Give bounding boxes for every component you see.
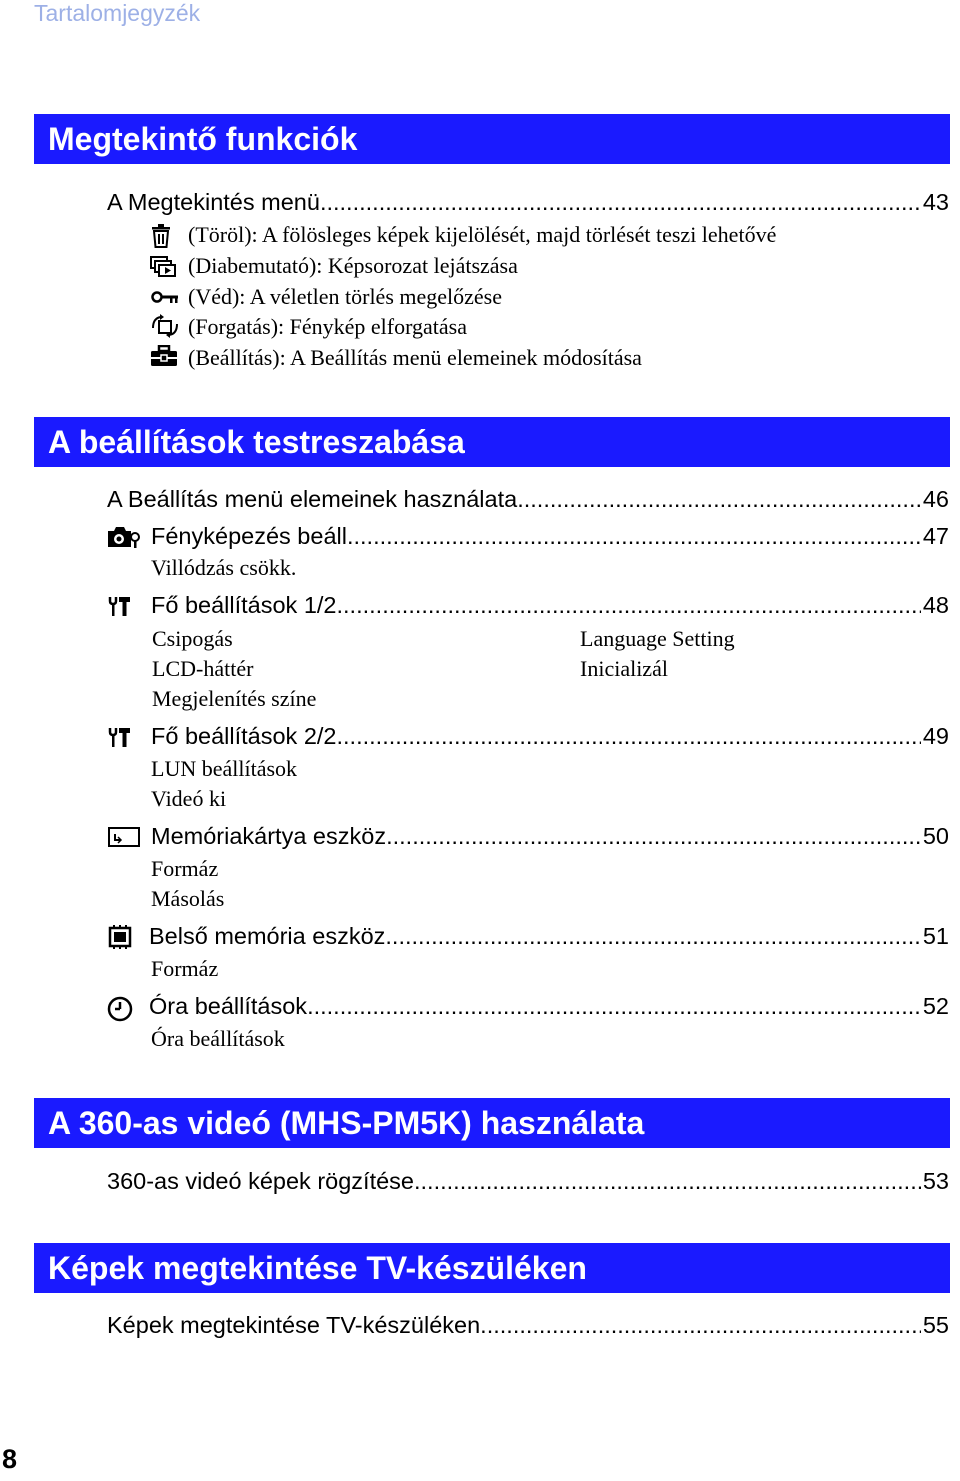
toc-entry[interactable] [107,1312,949,1339]
sub-item: Formáz [151,956,219,981]
page-number: 8 [2,1444,18,1474]
sub-item: Óra beállítások [151,1026,285,1051]
entry-page: 53 [922,1168,949,1194]
entry-page: 55 [922,1312,949,1338]
section-header [34,1243,950,1293]
main-settings-icon [107,595,131,617]
sub-item: Language Setting [580,626,735,651]
camera-settings-icon [107,525,141,549]
leader-dots [353,523,920,550]
toc-entry[interactable] [151,723,949,750]
entry-label: Fő beállítások 1/2 [151,592,337,618]
toc-entry[interactable] [149,923,949,950]
entry-page: 48 [922,592,949,618]
sub-item: Villódzás csökk. [151,555,297,580]
section-header [34,417,950,467]
toc-entry[interactable] [151,592,949,619]
sub-item: LCD-háttér [152,656,254,681]
leader-dots [337,723,921,750]
internal-memory-icon [107,924,133,950]
leader-dots [337,592,921,619]
toc-entry[interactable] [107,486,949,513]
toc-link[interactable]: Tartalomjegyzék [34,0,201,26]
leader-dots [386,823,921,850]
leader-dots [480,1312,921,1339]
main-settings-icon [107,726,131,748]
item-text: (Forgatás): Fénykép elforgatása [188,314,467,339]
toolbox-icon [150,345,178,367]
entry-page: 43 [922,189,949,215]
trash-icon [151,224,171,248]
item-text: (Beállítás): A Beállítás menü elemeinek módosítása [188,345,642,370]
section-title: A beállítások testreszabása [48,423,465,460]
item-text: (Véd): A véletlen törlés megelőzése [188,284,502,309]
key-icon [151,290,179,304]
toc-entry[interactable] [151,523,949,550]
entry-page: 46 [922,486,949,512]
toc-entry[interactable] [149,993,949,1020]
leader-dots [307,993,921,1020]
leader-dots [517,486,921,513]
entry-label: Memóriakártya eszköz [151,823,387,849]
leader-dots [414,1168,921,1195]
entry-page: 49 [922,723,949,749]
entry-label: Fő beállítások 2/2 [151,723,337,749]
slideshow-icon [150,256,178,278]
section-title: A 360-as videó (MHS-PM5K) használata [48,1104,645,1141]
entry-label: A Beállítás menü elemeinek használata [107,486,518,512]
entry-label: Óra beállítások [149,993,308,1019]
entry-page: 47 [922,523,949,549]
entry-page: 51 [922,923,949,949]
section-title: Képek megtekintése TV-készüléken [48,1249,587,1286]
entry-page: 50 [922,823,949,849]
sub-item: Csipogás [152,626,233,651]
rotate-icon [151,314,179,338]
section-title: Megtekintő funkciók [48,120,358,157]
toc-entry[interactable] [107,1168,949,1195]
item-text: (Töröl): A fölösleges képek kijelölését, majd törlését teszi lehetővé [188,222,777,247]
sub-item: Inicializál [580,656,668,681]
section-header [34,114,950,164]
section-header [34,1098,950,1148]
item-text: (Diabemutató): Képsorozat lejátszása [188,253,518,278]
sub-item: Megjelenítés színe [152,686,317,711]
entry-label: Belső memória eszköz [149,923,386,949]
toc-entry[interactable] [107,189,949,216]
leader-dots [320,189,921,216]
entry-label: A Megtekintés menü [107,189,320,215]
entry-label: Fényképezés beáll. [151,523,354,549]
sub-item: LUN beállítások [151,756,298,781]
clock-icon [107,996,133,1022]
memory-card-icon [107,826,141,848]
entry-page: 52 [922,993,949,1019]
sub-item: Videó ki [151,786,227,811]
sub-item: Formáz [151,856,219,881]
entry-label: Képek megtekintése TV-készüléken [107,1312,481,1338]
sub-item: Másolás [151,886,225,911]
leader-dots [385,923,920,950]
toc-entry[interactable] [151,823,949,850]
entry-label: 360-as videó képek rögzítése [107,1168,414,1194]
